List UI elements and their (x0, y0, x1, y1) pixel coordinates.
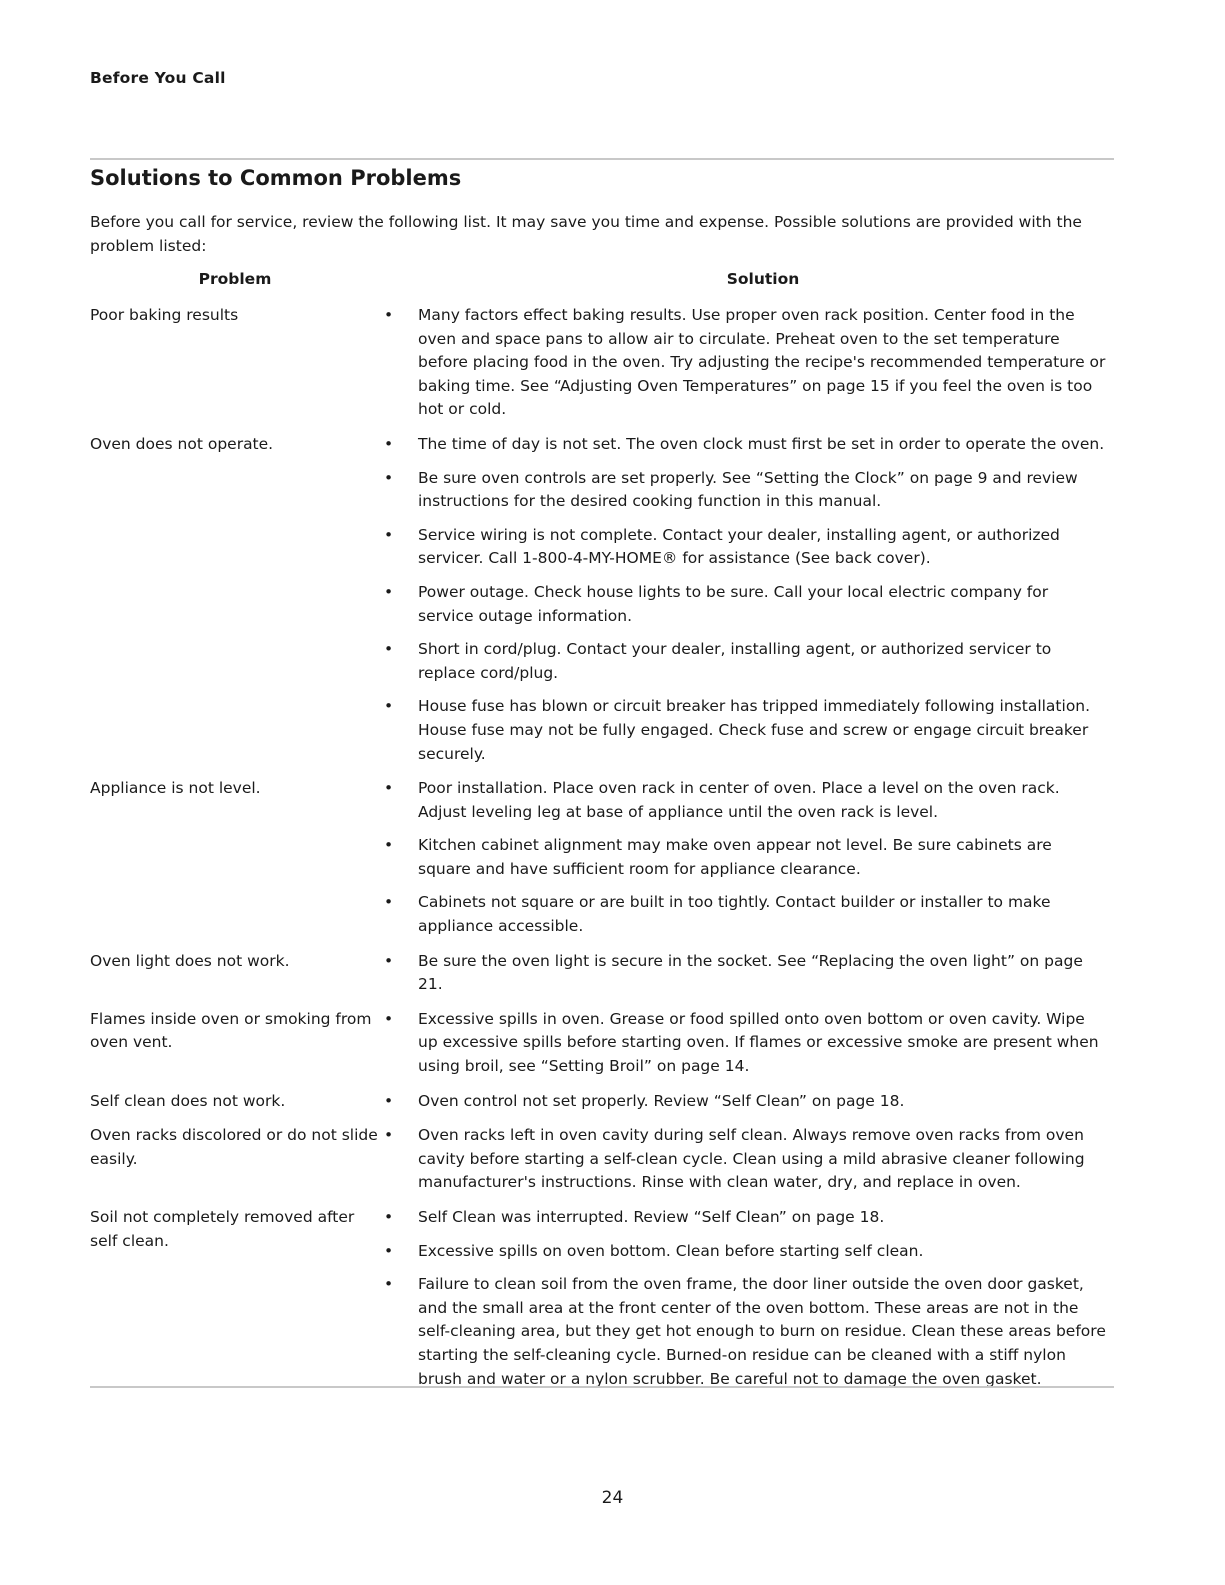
page-title: Solutions to Common Problems (90, 166, 462, 190)
table-row (90, 777, 1120, 939)
solution-text: Oven racks left in oven cavity during self clean. Always remove oven racks from oven cavity before starting a self-clean cycle. Clean using a mild abrasive cleaner following manufacturer's instructions. Rinse with clean water, dry, and replace in oven. (418, 1126, 1085, 1192)
problem-cell: Self clean does not work. (90, 1091, 286, 1110)
solution-item (384, 777, 1120, 824)
solution-text: Oven control not set properly. Review “Self Clean” on page 18. (418, 1091, 905, 1110)
bullet-icon: • (384, 779, 394, 798)
bullet-icon: • (384, 836, 394, 855)
table-row (90, 1206, 1120, 1391)
solution-text: Many factors effect baking results. Use proper oven rack position. Center food in the oven and space pans to allow air to circulate. Preheat oven to the set temperature before placing food in the oven. Try adjusting the recipe's recommended temperature or baking time. See “Adjusting Oven Temperatures” on page 15 if you feel the oven is too hot or cold. (418, 306, 1106, 419)
problem-cell: Soil not completely removed after self clean. (90, 1208, 355, 1250)
solution-item (384, 1206, 1120, 1230)
solution-item (384, 1240, 1120, 1264)
solution-text: Be sure oven controls are set properly. See “Setting the Clock” on page 9 and review instructions for the desired cooking function in this manual. (418, 468, 1078, 511)
solution-text: Poor installation. Place oven rack in center of oven. Place a level on the oven rack. Adjust leveling leg at base of appliance until the oven rack is level. (418, 779, 1060, 821)
solution-text: Short in cord/plug. Contact your dealer, installing agent, or authorized servicer to replace cord/plug. (418, 640, 1052, 682)
problem-cell: Appliance is not level. (90, 779, 261, 798)
problem-cell: Flames inside oven or smoking from oven vent. (90, 1009, 372, 1052)
solution-list (384, 1090, 1120, 1114)
problem-column-header: Problem (198, 270, 272, 288)
table-row (90, 1090, 1120, 1114)
solution-list (384, 950, 1120, 997)
table-row (90, 1008, 1120, 1079)
solution-item (384, 950, 1120, 997)
bullet-icon: • (384, 468, 394, 487)
solution-item (384, 1008, 1120, 1079)
bullet-icon: • (384, 1126, 394, 1145)
table-row (90, 1124, 1120, 1195)
bullet-icon: • (384, 640, 394, 659)
solution-item (384, 524, 1120, 571)
solution-text: Power outage. Check house lights to be sure. Call your local electric company for service outage information. (418, 582, 1049, 625)
bullet-icon: • (384, 1009, 394, 1028)
solution-item (384, 834, 1120, 881)
solution-item (384, 638, 1120, 685)
intro-paragraph: Before you call for service, review the following list. It may save you time and expense. Possible solutions are provided with the problem listed: (90, 213, 1082, 255)
solution-text: Failure to clean soil from the oven frame, the door liner outside the oven door gasket, and the small area at the front center of the oven bottom. These areas are not in the self-cleaning area, but they get hot enough to burn on residue. Clean these areas before starting the self-cleaning cycle. Burned-on residue can be cleaned with a stiff nylon brush and water or a nylon scrubber. Be careful not to damage the oven gasket. (418, 1275, 1106, 1388)
solution-list (384, 1008, 1120, 1079)
solution-item (384, 891, 1120, 938)
problem-cell: Oven does not operate. (90, 434, 274, 453)
solution-list (384, 304, 1120, 422)
bullet-icon: • (384, 525, 394, 544)
problem-cell: Oven racks discolored or do not slide easily. (90, 1126, 378, 1168)
bullet-icon: • (384, 893, 394, 912)
section-label: Before You Call (90, 69, 226, 87)
solution-text: Excessive spills on oven bottom. Clean before starting self clean. (418, 1241, 924, 1260)
bullet-icon: • (384, 1241, 394, 1260)
solution-list (384, 1124, 1120, 1195)
bullet-icon: • (384, 434, 394, 453)
bullet-icon: • (384, 697, 394, 716)
solution-item (384, 1124, 1120, 1195)
bullet-icon: • (384, 306, 394, 324)
bullet-icon: • (384, 1275, 394, 1294)
solution-list (384, 433, 1120, 766)
solution-item (384, 1273, 1120, 1391)
bullet-icon: • (384, 951, 394, 970)
solution-item (384, 433, 1120, 457)
table-row (90, 304, 1120, 422)
solution-text: Self Clean was interrupted. Review “Self Clean” on page 18. (418, 1208, 885, 1226)
solution-text: Cabinets not square or are built in too tightly. Contact builder or installer to make appliance accessible. (418, 893, 1051, 936)
solution-column-header: Solution (726, 270, 800, 288)
table-row (90, 433, 1120, 766)
bullet-icon: • (384, 1091, 394, 1110)
problem-cell: Poor baking results (90, 306, 239, 324)
table-row (90, 950, 1120, 997)
solution-text: Excessive spills in oven. Grease or food spilled onto oven bottom or oven cavity. Wipe up excessive spills before starting oven. If flames or excessive smoke are present when using broil, see “Setting Broil” on page 14. (418, 1009, 1099, 1076)
solution-text: House fuse has blown or circuit breaker has tripped immediately following installation. House fuse may not be fully engaged. Check fuse and screw or engage circuit breaker securely. (418, 697, 1091, 763)
bullet-icon: • (384, 1208, 394, 1226)
problem-cell: Oven light does not work. (90, 951, 290, 970)
solution-item (384, 1090, 1120, 1114)
solution-item (384, 581, 1120, 628)
page-number: 24 (601, 1488, 624, 1508)
solution-text: Kitchen cabinet alignment may make oven appear not level. Be sure cabinets are square and have sufficient room for appliance clearance. (418, 836, 1052, 878)
solution-item (384, 467, 1120, 514)
solution-list (384, 1206, 1120, 1391)
solution-text: Service wiring is not complete. Contact your dealer, installing agent, or authorized servicer. Call 1-800-4-MY-HOME® for assistance (See back cover). (418, 525, 1060, 568)
solution-text: Be sure the oven light is secure in the socket. See “Replacing the oven light” on page 21. (418, 951, 1083, 994)
solution-item (384, 304, 1120, 422)
solution-text: The time of day is not set. The oven clock must first be set in order to operate the oven. (418, 434, 1105, 453)
solution-item (384, 695, 1120, 766)
bottom-divider (90, 1386, 1114, 1388)
problem-solution-table (90, 304, 1120, 1402)
top-divider (90, 158, 1114, 160)
solution-list (384, 777, 1120, 939)
bullet-icon: • (384, 582, 394, 601)
